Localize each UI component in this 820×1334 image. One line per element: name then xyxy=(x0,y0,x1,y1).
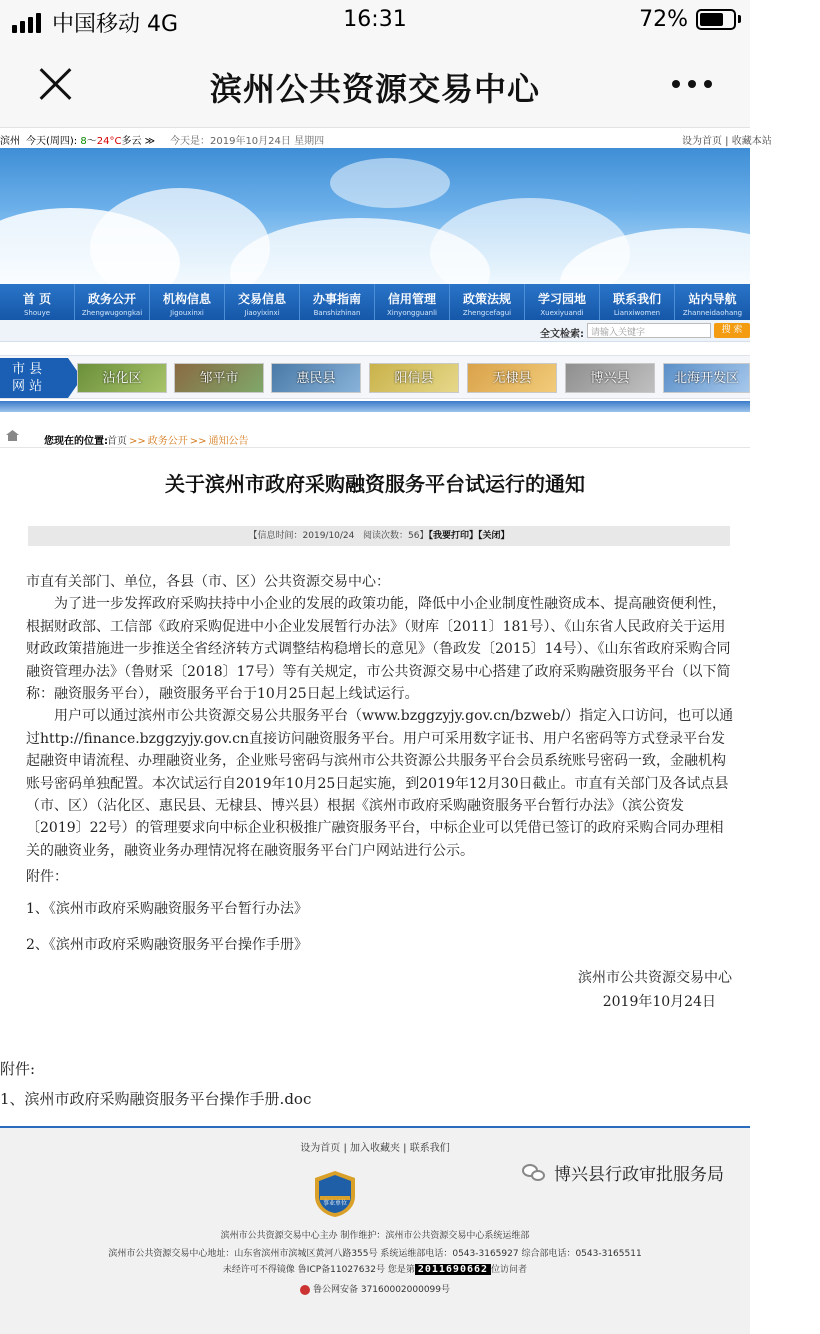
menu-pinyin: Zhengcefagui xyxy=(462,309,512,317)
file-download-link[interactable]: 1、滨州市政府采购融资服务平台操作手册.doc xyxy=(0,1090,312,1108)
tag-line: 网 站 xyxy=(12,379,43,394)
footer-icp: 未经许可不得镜像 鲁ICP备11027632号 您是第 xyxy=(222,1265,415,1275)
battery-icon xyxy=(696,9,736,30)
visitor-count: 2011690662 xyxy=(415,1264,491,1275)
menu-item-trade-info[interactable] xyxy=(225,284,300,320)
city-sites-row xyxy=(0,355,750,399)
menu-label: 站内导航 xyxy=(688,292,737,306)
search-row xyxy=(0,320,750,342)
weather-desc: 多云 xyxy=(121,136,142,147)
breadcrumb-level2[interactable]: 通知公告 xyxy=(208,436,249,447)
menu-item-home[interactable] xyxy=(0,284,75,320)
menu-item-policy[interactable] xyxy=(450,284,525,320)
svg-text:事业单位: 事业单位 xyxy=(322,1200,348,1207)
weather-more-icon[interactable]: ≫ xyxy=(144,136,156,147)
menu-label: 政务公开 xyxy=(87,292,136,306)
search-input[interactable]: 请输入关键字 xyxy=(587,323,711,338)
paragraph: 用户可以通过滨州市公共资源交易公共服务平台（www.bzggzyjy.gov.cn/bzweb/）指定入口访问，也可以通过http://finance.bzggzyjy.gov.cn直接访问融资服务平台。用户可采用数字证书、用户名密码等方式登录平台发起融资申请流程、办理融资业务，企业账号密码与滨州市公共资源公共服务平台会员系统账号密码一致，金融机构账号密码单独配置。本次试运行自2019年10月25日起实施，到2019年12月30日截止。市直有关部门及各试点县（市、区）（沾化区、惠民县、无棣县、博兴县）根据《滨州市政府采购融资服务平台暂行办法》（滨公资发〔2019〕22号）的管理要求向中标企业积极推广融资服务平台，中标企业可以凭借已签订的政府采购合同办理相关的融资业务，融资业务办理情况将在融资服务平台门户网站进行公示。 xyxy=(26,708,734,859)
menu-label: 交易信息 xyxy=(237,292,286,306)
menu-item-learning[interactable] xyxy=(525,284,600,320)
menu-label: 机构信息 xyxy=(162,292,211,306)
footer-visitor-counter xyxy=(0,1262,750,1275)
breadcrumb-label: 您现在的位置: xyxy=(44,436,108,447)
city-link-huimin[interactable]: 惠民县 xyxy=(271,363,361,393)
battery-level xyxy=(700,13,723,26)
attachment-item: 2、《滨州市政府采购融资服务平台操作手册》 xyxy=(26,937,308,954)
watermark-text: 博兴县行政审批服务局 xyxy=(554,1165,724,1185)
menu-pinyin: Jigouxinxi xyxy=(170,309,204,317)
breadcrumb-sep: >> xyxy=(189,436,207,447)
menu-pinyin: Zhanneidaohang xyxy=(682,309,743,317)
search-label: 全文检索: xyxy=(540,329,584,340)
city-link-beihai[interactable]: 北海开发区 xyxy=(663,363,750,393)
menu-item-credit[interactable] xyxy=(375,284,450,320)
police-badge-icon xyxy=(300,1285,310,1295)
menu-pinyin: Banshizhinan xyxy=(313,309,361,317)
temp-sep: ～ xyxy=(86,136,97,147)
menu-item-sitemap[interactable] xyxy=(675,284,750,320)
menu-label: 信用管理 xyxy=(387,292,436,306)
signature-org: 滨州市公共资源交易中心 xyxy=(578,970,732,986)
city-link-wudi[interactable]: 无棣县 xyxy=(467,363,557,393)
breadcrumb-path xyxy=(107,432,249,447)
info-close-bracket: 】 xyxy=(419,531,429,541)
footer-organizer: 滨州市公共资源交易中心主办 制作维护：滨州市公共资源交易中心系统运维部 xyxy=(220,1231,530,1241)
wechat-watermark xyxy=(522,1160,724,1185)
footer-address: 滨州市公共资源交易中心地址：山东省滨州市滨城区黄河八路355号 系统运维部电话：0543-3165927 综合部电话：0543-3165511 xyxy=(108,1249,642,1259)
carrier-label: 中国移动 4G xyxy=(52,12,179,37)
more-icon[interactable] xyxy=(672,80,712,88)
info-views: 56 xyxy=(408,531,420,541)
menu-label: 办事指南 xyxy=(312,292,361,306)
page-title: 滨州公共资源交易中心 xyxy=(209,70,540,108)
info-views-label: 阅读次数： xyxy=(362,531,408,541)
menu-item-government-affairs[interactable] xyxy=(75,284,150,320)
home-icon[interactable] xyxy=(6,430,19,441)
temp-high: 24°C xyxy=(96,136,122,147)
weather-info xyxy=(26,132,155,147)
top-links[interactable]: 设为首页 | 收藏本站 xyxy=(682,136,772,147)
menu-label: 首 页 xyxy=(22,292,52,306)
menu-item-institution-info[interactable] xyxy=(150,284,225,320)
wechat-icon xyxy=(522,1162,548,1184)
menu-pinyin: Xinyongguanli xyxy=(387,309,437,317)
decorative-stripe xyxy=(0,401,750,412)
menu-label: 政策法规 xyxy=(462,292,511,306)
clock: 16:31 xyxy=(343,7,407,32)
files-label: 附件: xyxy=(0,1060,36,1078)
temp-low: 8 xyxy=(80,136,87,147)
city-sites-tag xyxy=(0,358,68,398)
breadcrumb xyxy=(0,428,750,448)
close-button[interactable]: 【关闭】 xyxy=(477,531,510,541)
city-link-zouping[interactable]: 邹平市 xyxy=(174,363,264,393)
city-link-yangxin[interactable]: 阳信县 xyxy=(369,363,459,393)
weather-label: 今天(周四): xyxy=(26,136,78,147)
battery-percent: 72% xyxy=(639,7,688,32)
menu-label: 学习园地 xyxy=(537,292,586,306)
breadcrumb-sep: >> xyxy=(129,436,146,447)
print-button[interactable]: 【我要打印】 xyxy=(428,531,478,541)
city-name: 滨州 xyxy=(0,136,20,147)
webview-navbar xyxy=(0,40,750,128)
public-institution-emblem-icon[interactable] xyxy=(314,1170,356,1218)
menu-pinyin: Zhengwugongkai xyxy=(81,309,143,317)
main-menu xyxy=(0,284,750,320)
menu-item-guide[interactable] xyxy=(300,284,375,320)
site-topbar xyxy=(0,128,772,148)
info-time: 2019/10/24 xyxy=(302,531,355,541)
menu-label: 联系我们 xyxy=(612,292,661,306)
attachment-label: 附件： xyxy=(26,869,68,886)
police-record-text: 鲁公网安备 37160002000099号 xyxy=(312,1285,451,1295)
search-button[interactable]: 搜 索 xyxy=(714,323,750,338)
paragraph: 为了进一步发挥政府采购扶持中小企业的发展的政策功能，降低中小企业制度性融资成本、提高融资便利性，根据财政部、工信部《政府采购促进中小企业发展暂行办法》（财库〔2011〕181号）、《山东省人民政府关于运用财政政策措施进一步推送全省经济转方式调整结构稳增长的意见》（鲁政发〔2015〕14号）、《山东省政府采购合同融资管理办法》（鲁财采〔2018〕17号）等有关规定，市公共资源交易中心搭建了政府采购融资服务平台（以下简称：融资服务平台），融资服务平台于10月25日起上线试运行。 xyxy=(26,596,731,703)
city-link-zhanhua[interactable]: 沾化区 xyxy=(77,363,167,393)
site-banner xyxy=(0,148,750,284)
article-info-bar xyxy=(28,526,730,546)
menu-pinyin: Jiaoyixinxi xyxy=(244,309,280,317)
battery-cap xyxy=(738,15,741,23)
footer-links[interactable]: 设为首页 | 加入收藏夹 | 联系我们 xyxy=(300,1143,450,1154)
site-footer xyxy=(0,1126,750,1334)
breadcrumb-level1[interactable]: 政务公开 xyxy=(147,436,188,447)
attachment-item: 1、《滨州市政府采购融资服务平台暂行办法》 xyxy=(26,900,308,917)
today-date: 今天是：2019年10月24日 星期四 xyxy=(170,136,325,147)
signature-date: 2019年10月24日 xyxy=(602,994,716,1010)
article-body xyxy=(26,571,736,957)
tag-line: 市 县 xyxy=(12,362,43,377)
breadcrumb-home[interactable]: 首页 xyxy=(107,436,127,447)
menu-pinyin: Lianxiwomen xyxy=(613,309,661,317)
footer-police-record[interactable] xyxy=(0,1282,750,1295)
city-link-boxing[interactable]: 博兴县 xyxy=(565,363,655,393)
status-bar xyxy=(0,0,750,40)
menu-item-contact[interactable] xyxy=(600,284,675,320)
article-title: 关于滨州市政府采购融资服务平台试运行的通知 xyxy=(165,472,585,496)
visitor-suffix: 位访问者 xyxy=(491,1265,528,1275)
info-time-label: 【信息时间： xyxy=(248,531,303,541)
menu-pinyin: Shouye xyxy=(23,309,51,317)
menu-pinyin: Xuexiyuandi xyxy=(540,309,584,317)
salutation: 市直有关部门、单位，各县（市、区）公共资源交易中心： xyxy=(26,574,390,590)
